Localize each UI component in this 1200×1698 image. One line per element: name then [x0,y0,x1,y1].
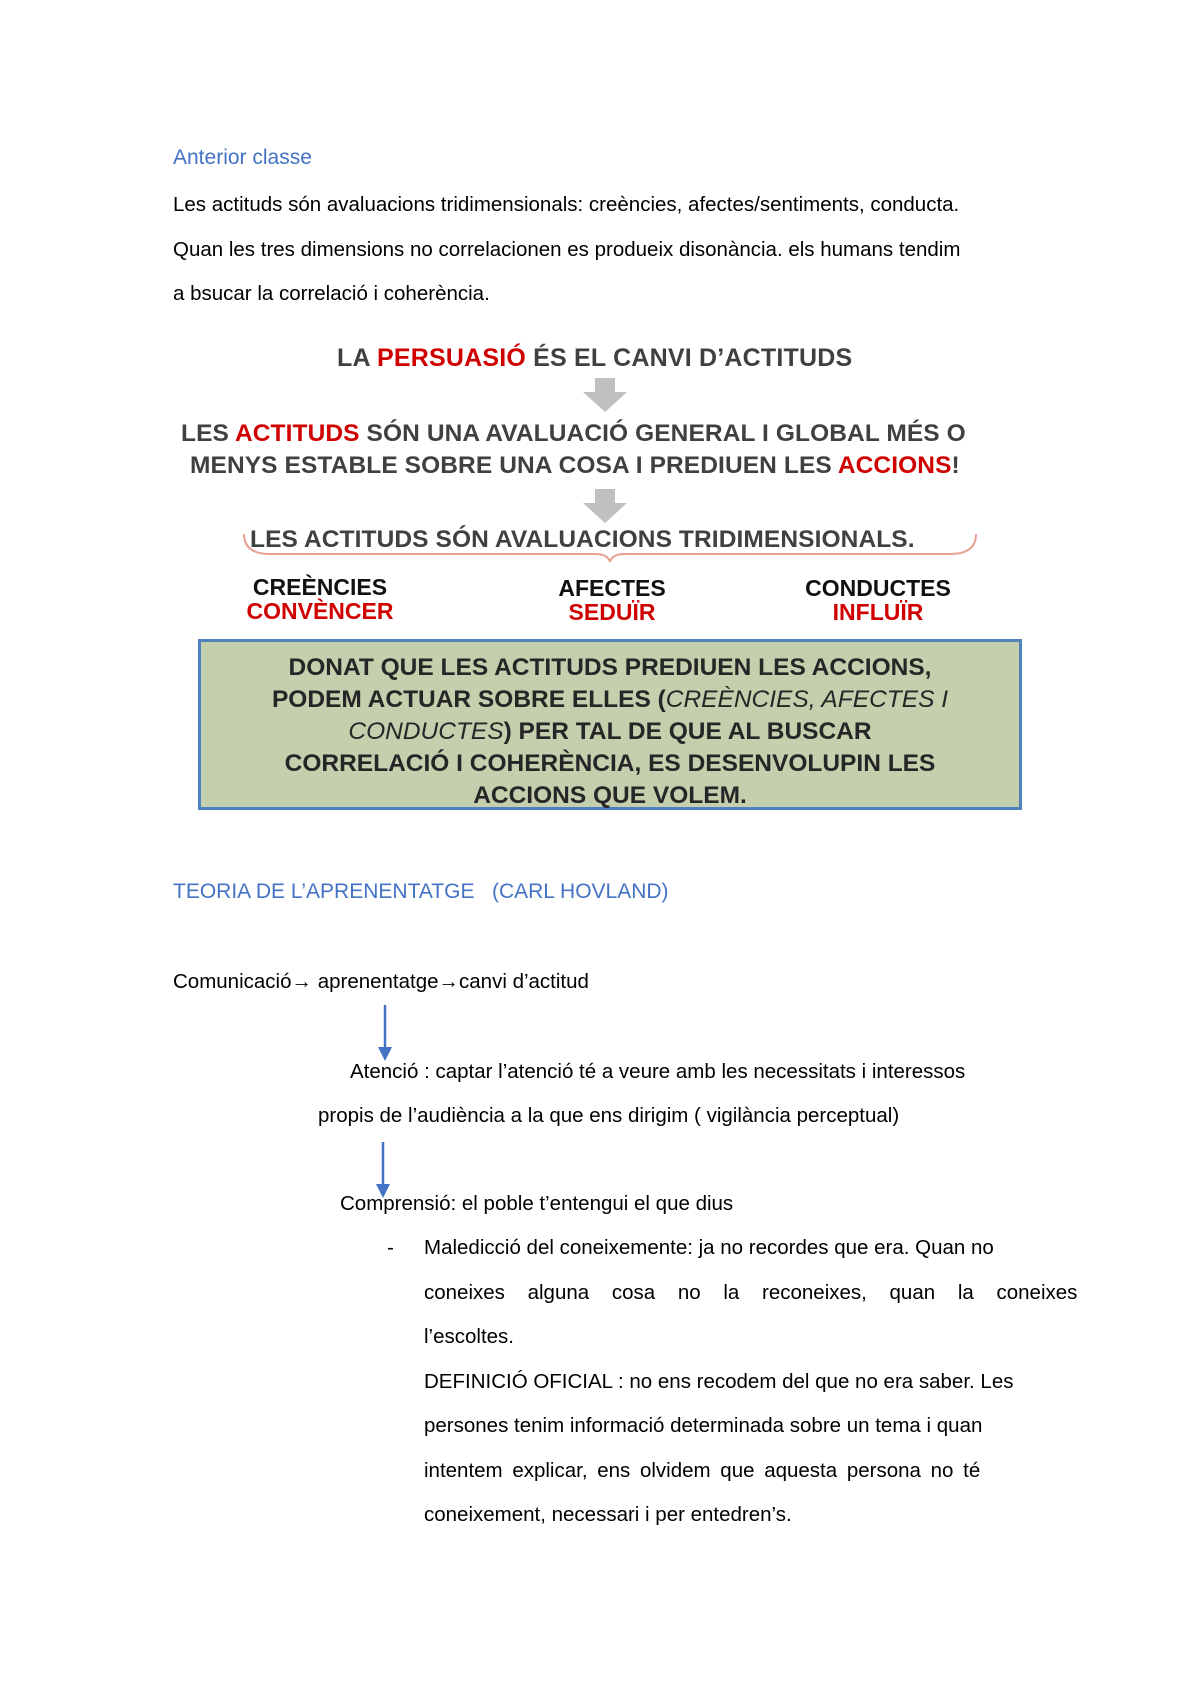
box-line-1: DONAT QUE LES ACTITUDS PREDIUEN LES ACCIONS, [288,654,932,681]
intro-line-1: Les actituds són avaluacions tridimensionals: creències, afectes/sentiments, conducta. [173,193,960,216]
comprensio-line: Comprensió: el poble t’entengui el que dius [340,1192,734,1215]
bullet-line-3: l’escoltes. [424,1325,515,1348]
definition-line-1 [181,420,966,448]
intro-line-2: Quan les tres dimensions no correlacionen es produeix disonància. els humans tendim [173,237,961,261]
definition-line-2-pre: MENYS ESTABLE SOBRE UNA COSA I PREDIUEN LES [190,452,838,479]
down-arrow-icon [583,489,627,523]
bullet-line-2: coneixes alguna cosa no la reconeixes, quan la coneixes [424,1280,1078,1304]
conclusion-box [198,639,1022,810]
dimension-label: AFECTES [558,575,666,601]
atencio-line-2: propis de l’audiència a la que ens dirigim ( vigilància perceptual) [318,1104,900,1127]
bullet-marker: - [387,1236,394,1259]
dimension-column-creencies [230,575,410,623]
definition-line-2-red: ACCIONS [837,452,952,479]
intro-line-3: a bsucar la correlació i coherència. [173,282,490,305]
flow-line: Comunicació→ aprenentatge→canvi d’actitud [173,970,589,993]
bullet-line-4: DEFINICIÓ OFICIAL : no ens recodem del que no era saber. Les [424,1369,1014,1393]
bullet-line-6: intentem explicar, ens olvidem que aquesta persona no té [424,1458,981,1482]
bullet-paragraph [424,1226,1078,1538]
intro-paragraph [173,183,1035,317]
bullet-line-5: persones tenim informació determinada sobre un tema i quan [424,1414,983,1437]
diagram-title-red: PERSUASIÓ [376,344,527,372]
down-arrow-icon [583,378,627,412]
dimension-column-afectes [522,576,702,624]
definition-line-2 [190,452,960,480]
dimension-verb: INFLUÏR [832,599,924,625]
definition-line-2-post: ! [951,452,960,479]
definition-line-1-post: SÓN UNA AVALUACIÓ GENERAL I GLOBAL MÉS O [359,420,966,447]
atencio-line-1: Atenció : captar l’atenció té a veure amb les necessitats i interessos [350,1060,966,1083]
section-heading-teoria: TEORIA DE L’APRENENTATGE (CARL HOVLAND) [173,880,669,903]
dimension-verb: CONVÈNCER [246,598,394,624]
diagram-title [337,344,852,373]
box-line-2-pre: PODEM ACTUAR SOBRE ELLES ( [271,686,666,713]
box-line-2-italic: CREÈNCIES, AFECTES I [665,686,949,713]
section-heading-anterior-classe: Anterior classe [173,146,312,169]
box-line-3-italic: CONDUCTES [348,718,504,745]
dimension-verb: SEDUÏR [568,599,656,625]
dimension-column-conductes [783,576,973,624]
dimension-label: CONDUCTES [805,575,951,601]
brace-icon [240,532,980,562]
tridimensional-title: LES ACTITUDS SÓN AVALUACIONS TRIDIMENSIONALS. [250,526,915,553]
diagram-title-post: ÉS EL CANVI D’ACTITUDS [526,344,853,372]
box-line-5: ACCIONS QUE VOLEM. [473,782,747,809]
bullet-line-1: Maledicció del coneixemente: ja no recordes que era. Quan no [424,1236,994,1259]
box-line-2 [201,684,1019,716]
box-line-3-post: ) PER TAL DE QUE AL BUSCAR [503,718,872,745]
definition-line-1-red: ACTITUDS [234,420,360,447]
box-line-3 [201,716,1019,748]
dimension-label: CREÈNCIES [252,574,388,600]
box-line-4: CORRELACIÓ I COHERÈNCIA, ES DESENVOLUPIN LES [284,750,936,777]
bullet-line-7: coneixement, necessari i per entedren’s. [424,1503,792,1526]
definition-line-1-pre: LES [181,420,235,447]
diagram-title-pre: LA [337,344,377,372]
